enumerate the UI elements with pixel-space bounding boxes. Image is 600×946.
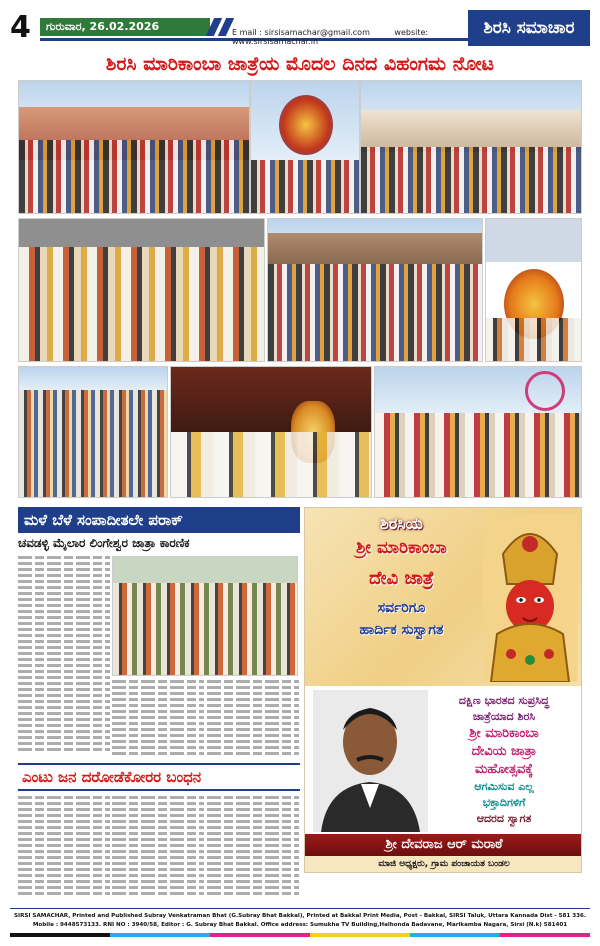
story1-body-col1: [18, 556, 110, 756]
ad-line2: ಶ್ರೀ ಮಾರಿಕಾಂಬಾ: [356, 538, 447, 558]
masthead-brand: ಶಿರಸಿ ಸಮಾಚಾರ: [468, 10, 590, 46]
page-header: [10, 10, 590, 46]
color-bar: [210, 933, 310, 937]
photo-pooja-ceremony: [170, 366, 372, 498]
ad-message-line: ಆಗಮಿಸುವ ಎಲ್ಲ: [474, 780, 534, 793]
main-headline: ಶಿರಸಿ ಮಾರಿಕಾಂಬಾ ಜಾತ್ರೆಯ ಮೊದಲ ದಿನದ ವಿಹಂಗಮ ನೋಟ: [105, 53, 495, 75]
photo-temple-entrance: [360, 80, 582, 214]
ad-line5: ಹಾರ್ದಿಕ ಸುಸ್ವಾಗತ: [359, 622, 444, 638]
imprint-footer: [10, 908, 590, 930]
photo-chariot: [250, 80, 360, 214]
color-bar: [10, 933, 110, 937]
advertiser-designation: ಮಾಜಿ ಅಧ್ಯಕ್ಷರು, ಗ್ರಾಮ ಪಂಚಾಯತ ಬಂಡಲ: [305, 856, 582, 873]
color-bar: [110, 933, 210, 937]
ad-message-line: ದೇವಿಯ ಜಾತ್ರಾ: [471, 744, 537, 759]
photo-goddess-idol: [485, 218, 582, 362]
imprint-line2: Mobile : 9448573133. RNI NO : 3940/58, Editor : G. Subray Bhat Bakkal. Office address: Sumukha TV Building,Halhonda Badavane, Marikamba Nagara, Sirsi (N.k) 581401: [32, 922, 568, 928]
story1-body-col3: [207, 680, 299, 760]
ad-line4: ಸರ್ವರಿಗೂ: [377, 600, 426, 616]
story1-body-col2: [112, 680, 204, 760]
photo-temple-crowd: [18, 80, 250, 214]
imprint-line1: SIRSI SAMACHAR, Printed and Published Subray Venkatraman Bhat (G.Subray Bhat Bakkal), Printed at Bakkal Print Media, Post - Bakkal, SIRSI Taluk, Uttara Kannada Dist - 581 336.: [13, 913, 587, 919]
issue-date: ಗುರುವಾರ, 26.02.2026: [40, 18, 210, 36]
header-contact: [232, 28, 468, 46]
ad-message-line: ಮಹೋತ್ಸವಕ್ಕೆ: [474, 762, 534, 777]
email-text: E mail : sirsisamachar@gmail.com: [232, 28, 370, 37]
photo-costumed-devotees: [374, 366, 582, 498]
photo-aerial-crowd: [18, 366, 168, 498]
ad-message-line: ಭಕ್ತಾದಿಗಳಿಗೆ: [482, 796, 526, 809]
ad-message-line: ದಕ್ಷಿಣ ಭಾರತದ ಸುಪ್ರಸಿದ್ಧ: [458, 694, 550, 707]
ad-line3: ದೇವಿ ಜಾತ್ರೆ: [369, 568, 434, 589]
color-bar: [410, 933, 500, 937]
story2-body-col1: [18, 796, 110, 902]
advertiser-name: ಶ್ರೀ ದೇವರಾಜ ಆರ್ ಮರಾಠೆ: [305, 834, 582, 856]
story2-body-col3: [207, 796, 299, 902]
ad-line1: ಶಿರಸಿಯ: [380, 514, 423, 533]
website-text: website: www.sirsisamachar.in: [232, 28, 429, 46]
greeting-advertisement: [304, 507, 582, 873]
ad-message-line: ಆದರದ ಸ್ವಾಗತ: [476, 812, 532, 825]
ad-message-line: ಶ್ರೀ ಮಾರಿಕಾಂಬಾ: [469, 726, 539, 741]
story2-body-col2: [112, 796, 204, 902]
story2-headline: ಎಂಟು ಜನ ದರೋಡೆಕೋರರ ಬಂಧನ: [18, 763, 300, 791]
goddess-icon: [483, 514, 577, 682]
ad-message: [429, 693, 579, 827]
portrait-photo: [313, 690, 428, 832]
color-bar: [500, 933, 590, 937]
story1-subheadline: ಚವಡಳ್ಳಿ ಮೈಲಾರ ಲಿಂಗೇಶ್ವರ ಜಾತ್ರಾ ಕಾರಣಿಕ: [18, 536, 190, 550]
color-bar: [310, 933, 410, 937]
photo-karanika-crowd: [112, 556, 298, 676]
photo-devotees-procession: [18, 218, 265, 362]
ad-message-line: ಜಾತ್ರೆಯಾದ ಶಿರಸಿ: [472, 710, 536, 723]
photo-street-crowd: [267, 218, 483, 362]
page-number: 4: [10, 10, 31, 45]
story1-headline: ಮಳೆ ಬೆಳೆ ಸಂಪಾದೀತಲೇ ಪರಾಕ್: [18, 507, 300, 533]
